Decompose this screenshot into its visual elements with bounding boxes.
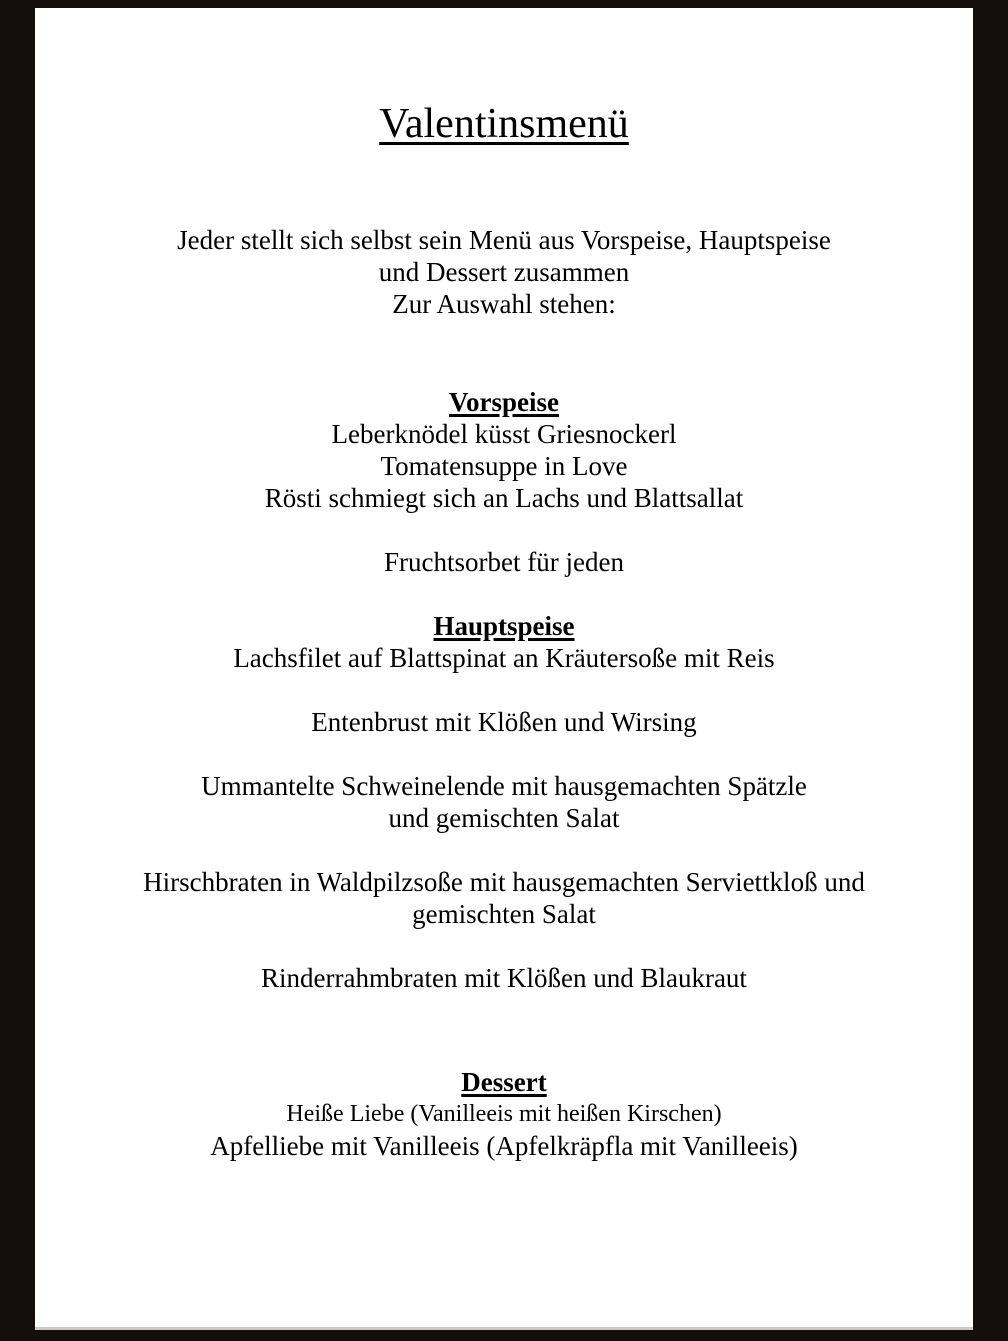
menu-item: Entenbrust mit Klößen und Wirsing (311, 707, 697, 737)
document-page (35, 8, 973, 1330)
section-vorspeise (35, 386, 973, 578)
menu-item-group (35, 770, 973, 834)
menu-item: Tomatensuppe in Love (380, 451, 628, 481)
menu-item: Rösti schmiegt sich an Lachs und Blattsallat (264, 483, 744, 513)
intro-line: und Dessert zusammen (378, 257, 630, 287)
section-dessert (35, 1066, 973, 1162)
menu-item: Apfelliebe mit Vanilleeis (Apfelkräpfla mit Vanilleeis) (210, 1131, 798, 1161)
menu-item-group (35, 418, 973, 514)
intro-line: Zur Auswahl stehen: (392, 289, 616, 319)
menu-item-group (35, 962, 973, 994)
menu-item-continuation: gemischten Salat (412, 899, 596, 929)
intro-paragraph (35, 224, 973, 320)
menu-item: Fruchtsorbet für jeden (384, 547, 624, 577)
section-heading-hauptspeise: Hauptspeise (433, 611, 575, 641)
section-heading-dessert: Dessert (461, 1067, 547, 1097)
section-hauptspeise (35, 610, 973, 994)
menu-item: Ummantelte Schweinelende mit hausgemachten Spätzle (201, 771, 807, 801)
menu-item-group (35, 866, 973, 930)
menu-item-group (35, 642, 973, 674)
menu-item: Hirschbraten in Waldpilzsoße mit hausgemachten Serviettkloß und (143, 867, 865, 897)
menu-item-group (35, 546, 973, 578)
intro-line: Jeder stellt sich selbst sein Menü aus Vorspeise, Hauptspeise (177, 225, 831, 255)
menu-item: Rinderrahmbraten mit Klößen und Blaukraut (261, 963, 747, 993)
menu-item-group (35, 1098, 973, 1162)
menu-item-continuation: und gemischten Salat (388, 803, 620, 833)
menu-item: Heiße Liebe (Vanilleeis mit heißen Kirschen) (286, 1101, 722, 1127)
section-heading-vorspeise: Vorspeise (448, 387, 559, 417)
menu-item: Leberknödel küsst Griesnockerl (331, 419, 677, 449)
menu-item-group (35, 706, 973, 738)
menu-title: Valentinsmenü (379, 101, 629, 147)
menu-item: Lachsfilet auf Blattspinat an Kräutersoße mit Reis (233, 643, 775, 673)
